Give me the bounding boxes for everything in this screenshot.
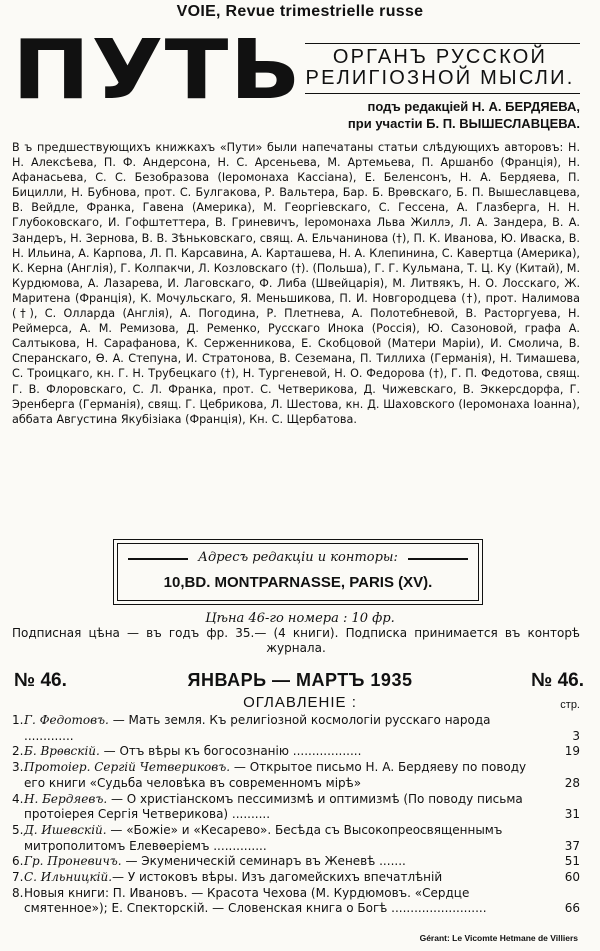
toc-page: 3 <box>572 728 580 743</box>
toc-item <box>12 792 580 823</box>
toc-page: 37 <box>564 838 580 853</box>
toc-number: 3. <box>12 760 24 775</box>
toc-entry <box>24 870 580 886</box>
toc-item <box>12 886 580 917</box>
issue-number-left: № 46. <box>14 670 67 691</box>
issue-price: Цѣна 46-го номера : 10 фр. <box>205 611 395 626</box>
toc-title: — У истоковъ вѣры. Изъ дагомейскихъ впечатлѣній <box>112 870 443 885</box>
toc-page: 51 <box>564 854 580 869</box>
toc-author: Н. Бердяевъ. <box>24 791 108 806</box>
toc-item <box>12 713 580 744</box>
toc-title: — О христіанскомъ пессимизмѣ и оптимизмѣ (По поводу письма протоіерея Сергія Четверикова) .......... <box>24 791 523 822</box>
authors-text: В ъ предшествующихъ книжкахъ «Пути» были напечатаны статьи слѣдующихъ авторовъ: Н. Н. Алексѣева, П. Ф. Андерсона, Н. С. Арсеньева, М. Артемьева, П. Аршанбо (Франція), Н. Афанасьева, С. С. Безобразова (Іеромонаха Кассіана), Е. Беленсонъ, Н. А. Бердяева, П. Бицилли, Н. Бубнова, прот. С. Булгакова, Р. Вальтера, Бар. Б. Врѳвскаго, Б. П. Вышеславцева, В. Вейдле, Франка, Гавена (Америка), М. Георгіевскаго, С. Гессена, А. Глазберга, Н. Н. Глубоковскаго, И. Гофштеттера, В. Гриневичъ, Іеромонаха Льва Жиллэ, Л. А. Зандера, В. А. Зандеръ, Н. Зернова, В. В. Зѣньковскаго, свящ. А. Ельчанинова (†), П. К. Иванова, Ю. Иваска, В. Н. Ильина, А. Карпова, Л. П. Карсавина, А. Карташева, Н. А. Клепинина, С. Кавертца (Америка), К. Керна (Англія), Г. Колпакчи, Л. Козловскаго (†). (Польша), Г. Г. Кульмана, Т. Ц. Ку (Китай), М. Курдюмова, А. Лазарева, И. Лаговскаго, Ф. Либа (Швейцарія), М. Литвякъ, Н. О. Лосскаго, Ж. Маритена (Франція), К. Мочульскаго, Я. Меньшикова, П. И. Новгородцева (†), прот. Налимова (†), С. Олларда (Англія), А. Погодина, Р. Плетнева, А. Полотебневой, В. Расторгуева, Н. Реймерса, А. М. Ремизова, Д. Ременко, Русскаго Инока (Россія), Ю. Сазоновой, графа А. Салтыкова, Н. Сарафанова, К. Серженникова, Е. Скобцовой (Матери Маріи), И. Смолича, В. Сперанскаго, Ѳ. А. Степуна, И. Стратонова, В. Сеземана, П. Тиллиха (Германія), Н. Тимашева, С. Троицкаго, кн. Г. Н. Трубецкаго (†), Н. Тургеневой, Н. О. Федорова (†), Г. П. Федотова, свящ. Г. В. Флоровскаго, С. Л. Франка, прот. С. Четверикова, Д. Чижевскаго, В. Эккерсдорфа, Г. Эренберга (Германія), свящ. Г. Цебрикова, Л. Шестова, кн. Д. Шаховского (Іеромонаха Іоанна), аббата Августина Якубізіака (Франція), Кн. С. Щербатова. <box>12 141 580 426</box>
toc-page: 31 <box>564 807 580 822</box>
toc-page: 66 <box>564 901 580 916</box>
table-of-contents <box>12 713 580 917</box>
toc-entry <box>24 744 580 760</box>
toc-number: 2. <box>12 744 24 759</box>
gerant-line: Gérant: Le Vicomte Hetmane de Villiers <box>419 933 578 943</box>
toc-title: Новыя книги: П. Ивановъ. — Красота Чехова (М. Курдюмовъ. «Сердце смятенное»); Е. Спекторскій. — Словенская книга о Богѣ ......................... <box>24 885 487 916</box>
tagline-line-2: РЕЛИГІОЗНОЙ МЫСЛИ. <box>305 67 575 89</box>
subscription-price: Подписная цѣна — въ годъ фр. 35.— (4 книги). Подписка принимается въ конторѣ журнала. <box>12 626 580 655</box>
toc-entry <box>24 823 580 854</box>
toc-title: — Открытое письмо Н. А. Бердяеву по поводу его книги «Судьба человѣка въ современномъ мірѣ» <box>24 760 527 790</box>
toc-entry <box>24 713 580 744</box>
toc-author: С. Ильницкій. <box>24 870 113 885</box>
masthead-title: ПУТЬ <box>12 23 302 118</box>
toc-item <box>12 854 580 870</box>
tagline-rule-bottom <box>305 93 580 94</box>
toc-item <box>12 870 580 886</box>
toc-number: 1. <box>12 713 24 727</box>
toc-page: 19 <box>564 744 580 759</box>
toc-entry <box>24 886 580 917</box>
toc-item <box>12 823 580 854</box>
tagline-rule-top <box>305 43 580 44</box>
toc-author: Б. Врѳвскій. <box>24 744 100 759</box>
tagline-line-1: ОРГАНЪ РУССКОЙ <box>332 46 548 68</box>
toc-entry <box>24 760 580 791</box>
toc-title: — Отъ вѣры къ богосознанію .................. <box>99 744 362 759</box>
toc-entry <box>24 792 580 823</box>
toc-page: 60 <box>564 870 580 885</box>
editor-line: подъ редакціей Н. А. БЕРДЯЕВА, <box>367 99 580 114</box>
toc-number: 6. <box>12 854 24 869</box>
toc-item <box>12 744 580 760</box>
toc-title: — Мать земля. Къ религіозной космологіи русскаго народа ............. <box>24 713 491 743</box>
toc-entry <box>24 854 580 870</box>
toc-number: 7. <box>12 870 24 885</box>
issue-dates: ЯНВАРЬ — МАРТЪ 1935 <box>187 670 413 690</box>
address-text: 10,BD. MONTPARNASSE, PARIS (XV). <box>163 574 433 591</box>
toc-author: Г. Федотовъ. <box>24 713 109 727</box>
issue-number-right: № 46. <box>531 670 584 691</box>
toc-number: 8. <box>12 885 24 900</box>
address-label: Адресъ редакціи и конторы: <box>198 550 398 565</box>
address-box <box>113 539 483 605</box>
authors-paragraph <box>12 140 580 427</box>
participation-line: при участіи Б. П. ВЫШЕСЛАВЦЕВА. <box>347 116 580 131</box>
toc-title: — «Божіе» и «Кесарево». Бесѣда съ Высокопреосвященнымъ митрополитомъ Елевѳеріемъ .............. <box>24 822 503 853</box>
toc-page: 28 <box>564 775 580 790</box>
toc-title: — Экуменическій семинаръ въ Женевѣ ....... <box>121 854 406 869</box>
toc-author: Гр. Проневичъ. <box>24 854 122 869</box>
journal-top-title: VOIE, Revue trimestrielle russe <box>176 3 424 20</box>
pages-column-label: стр. <box>560 699 580 711</box>
toc-author: Д. Ишевскій. <box>24 822 107 837</box>
toc-author: Протоіер. Сергій Четвериковъ. <box>24 760 231 775</box>
toc-number: 4. <box>12 791 24 806</box>
toc-item <box>12 760 580 791</box>
toc-number: 5. <box>12 822 24 837</box>
contents-heading: ОГЛАВЛЕНІЕ : <box>243 694 357 711</box>
